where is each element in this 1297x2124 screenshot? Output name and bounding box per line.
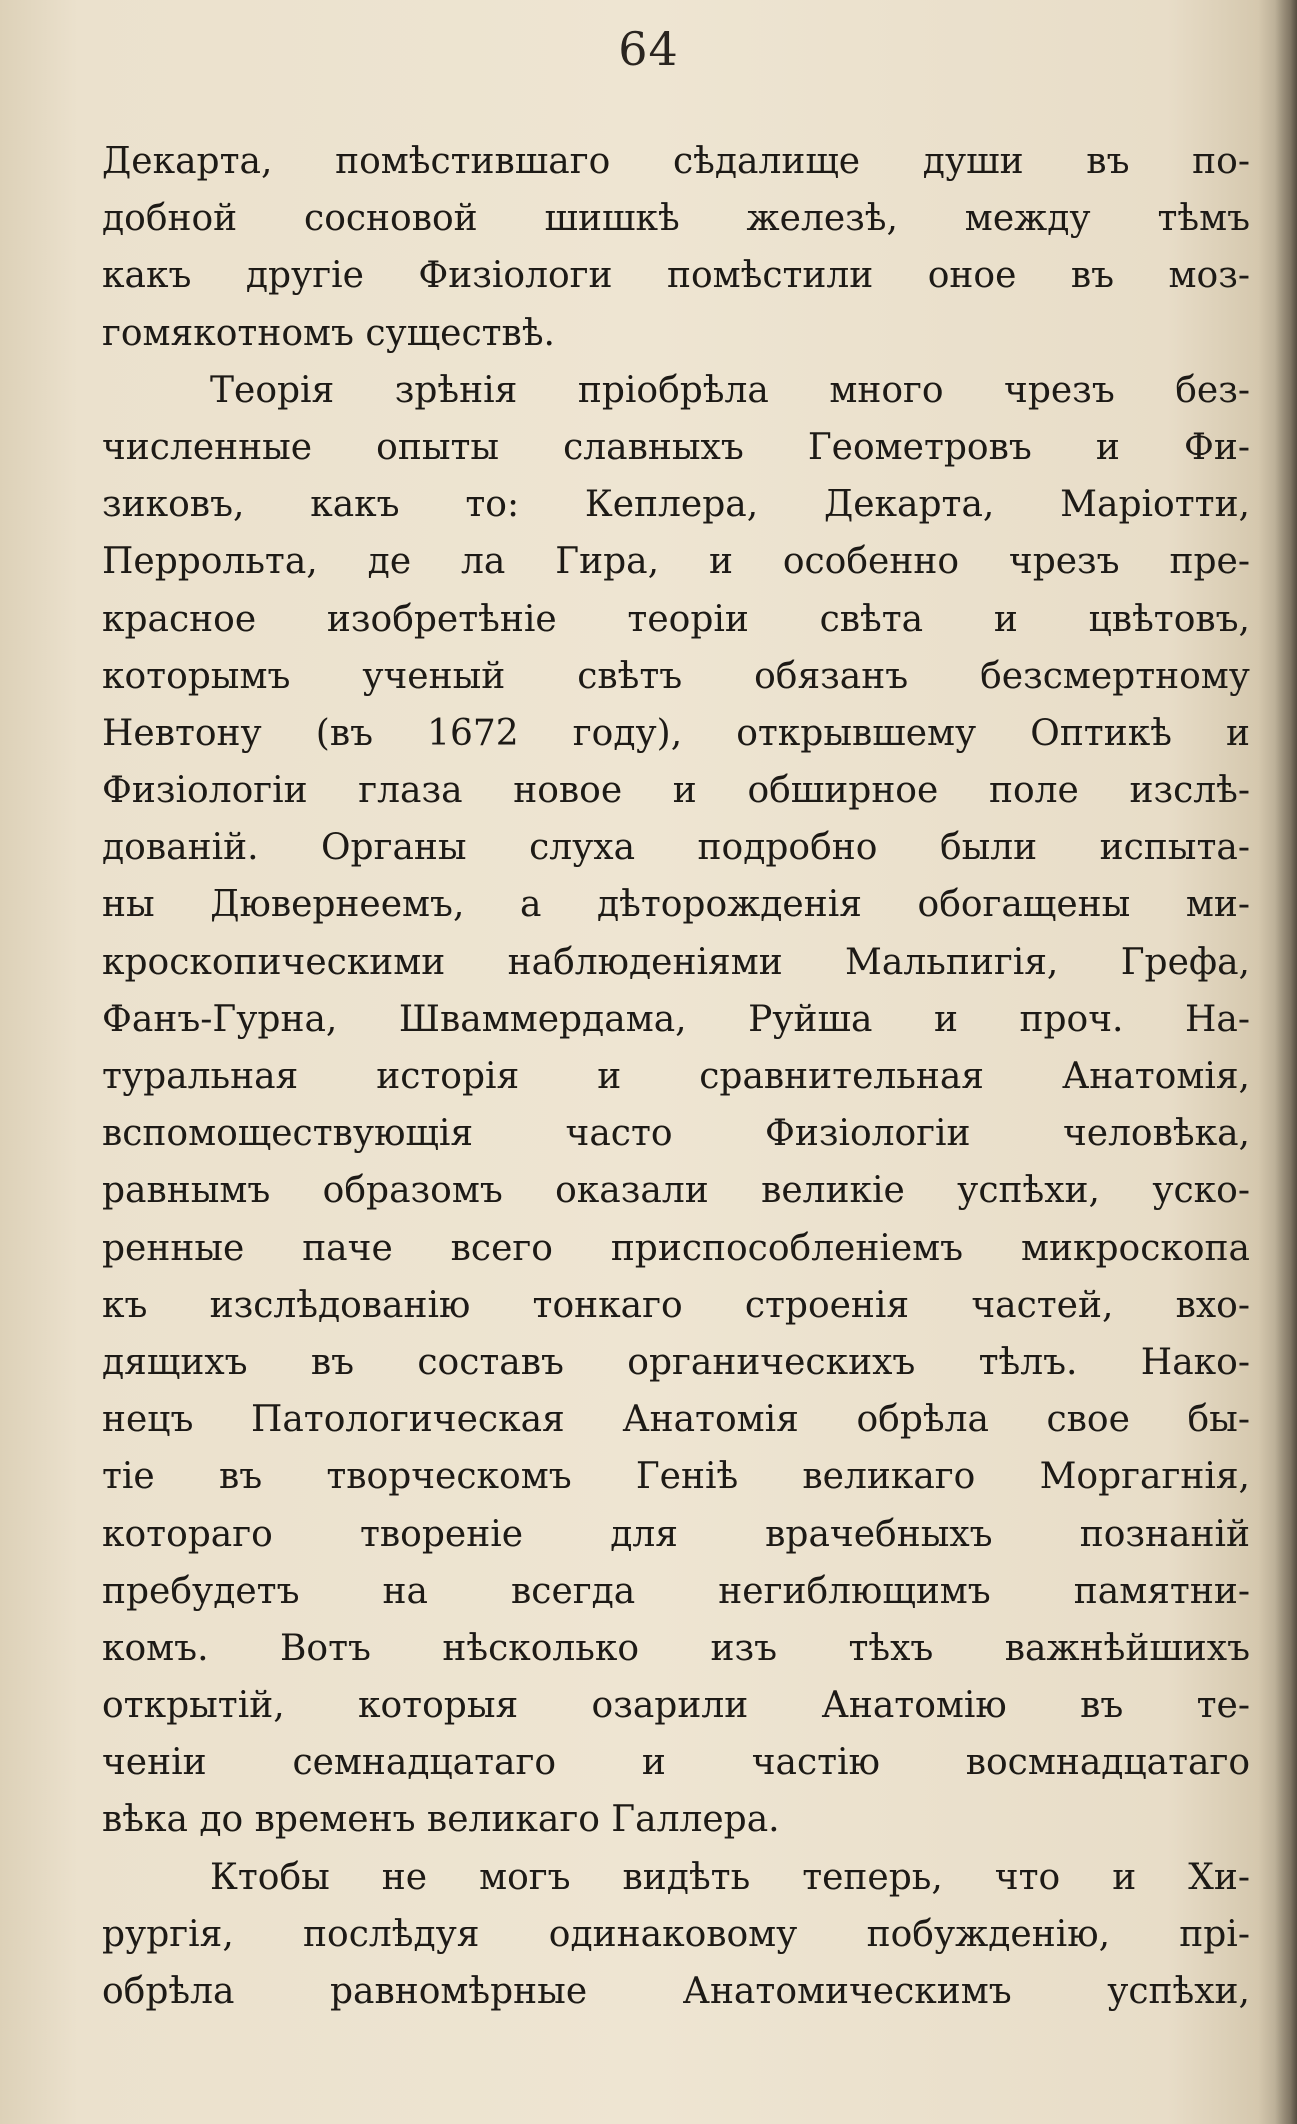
text-line: Невтону (въ 1672 году), открывшему Оптикѣ и: [102, 712, 1250, 754]
text-line: дованій. Органы слуха подробно были испыта-: [102, 827, 1250, 869]
text-line: Декарта, помѣстившаго сѣдалище души въ по-: [102, 141, 1250, 182]
text-line: зиковъ, какъ то: Кеплера, Декарта, Маріотти,: [102, 484, 1250, 526]
text-line: ренные паче всего приспособленіемъ микроскопа: [102, 1227, 1250, 1269]
text-line: обрѣла равномѣрные Анатомическимъ успѣхи,: [102, 1971, 1250, 2012]
text-line: вспомоществующія часто Физіологіи человѣка,: [102, 1113, 1250, 1155]
text-line: Физіологіи глаза новое и обширное поле изслѣ-: [102, 770, 1250, 812]
text-line: Фанъ-Гурна, Шваммердама, Руйша и проч. На-: [102, 998, 1250, 1040]
text-line: которымъ ученый свѣтъ обязанъ безсмертному: [102, 655, 1250, 697]
paragraph-end-line: гомякотномъ существѣ.: [102, 312, 555, 354]
paragraph-start-line: Теорія зрѣнія пріобрѣла много чрезъ без-: [210, 369, 1250, 411]
text-line: пребудетъ на всегда негиблющимъ памятни-: [102, 1570, 1250, 1612]
text-line: ченіи семнадцатаго и частію восмнадцатаго: [102, 1742, 1250, 1784]
text-line: котораго твореніе для врачебныхъ познаній: [102, 1513, 1250, 1555]
text-line: добной сосновой шишкѣ железѣ, между тѣмъ: [102, 198, 1250, 240]
text-line: къ изслѣдованію тонкаго строенія частей, вхо-: [102, 1284, 1250, 1326]
page-edge-shadow: [1275, 0, 1297, 2124]
text-line: тіе въ творческомъ Геніѣ великаго Моргагнія,: [102, 1456, 1250, 1498]
page-number: 64: [618, 22, 679, 76]
text-line: численные опыты славныхъ Геометровъ и Фи-: [102, 426, 1250, 468]
text-line: ны Дювернеемъ, а дѣторожденія обогащены ми-: [102, 884, 1250, 926]
text-line: Перрольта, де ла Гира, и особенно чрезъ пре-: [102, 541, 1250, 583]
text-line: какъ другіе Физіологи помѣстили оное въ моз-: [102, 255, 1250, 297]
text-line: нецъ Патологическая Анатомія обрѣла свое бы-: [102, 1399, 1250, 1441]
text-line: дящихъ въ составъ органическихъ тѣлъ. Нако-: [102, 1341, 1250, 1383]
text-line: туральная исторія и сравнительная Анатомія,: [102, 1056, 1250, 1097]
paragraph-end-line: вѣка до временъ великаго Галлера.: [102, 1799, 780, 1841]
text-line: открытій, которыя озарили Анатомію въ те-: [102, 1685, 1250, 1727]
text-line: рургія, послѣдуя одинаковому побужденію, прі-: [102, 1913, 1250, 1955]
text-line: красное изобретѣніе теоріи свѣта и цвѣтовъ,: [102, 598, 1250, 640]
text-line: комъ. Вотъ нѣсколько изъ тѣхъ важнѣйшихъ: [102, 1627, 1250, 1669]
page-body-text: [102, 133, 1250, 2020]
text-line: равнымъ образомъ оказали великіе успѣхи, уско-: [102, 1170, 1250, 1212]
paragraph-start-line: Ктобы не могъ видѣть теперь, что и Хи-: [210, 1856, 1250, 1898]
text-line: кроскопическими наблюденіями Мальпигія, Грефа,: [102, 941, 1250, 983]
